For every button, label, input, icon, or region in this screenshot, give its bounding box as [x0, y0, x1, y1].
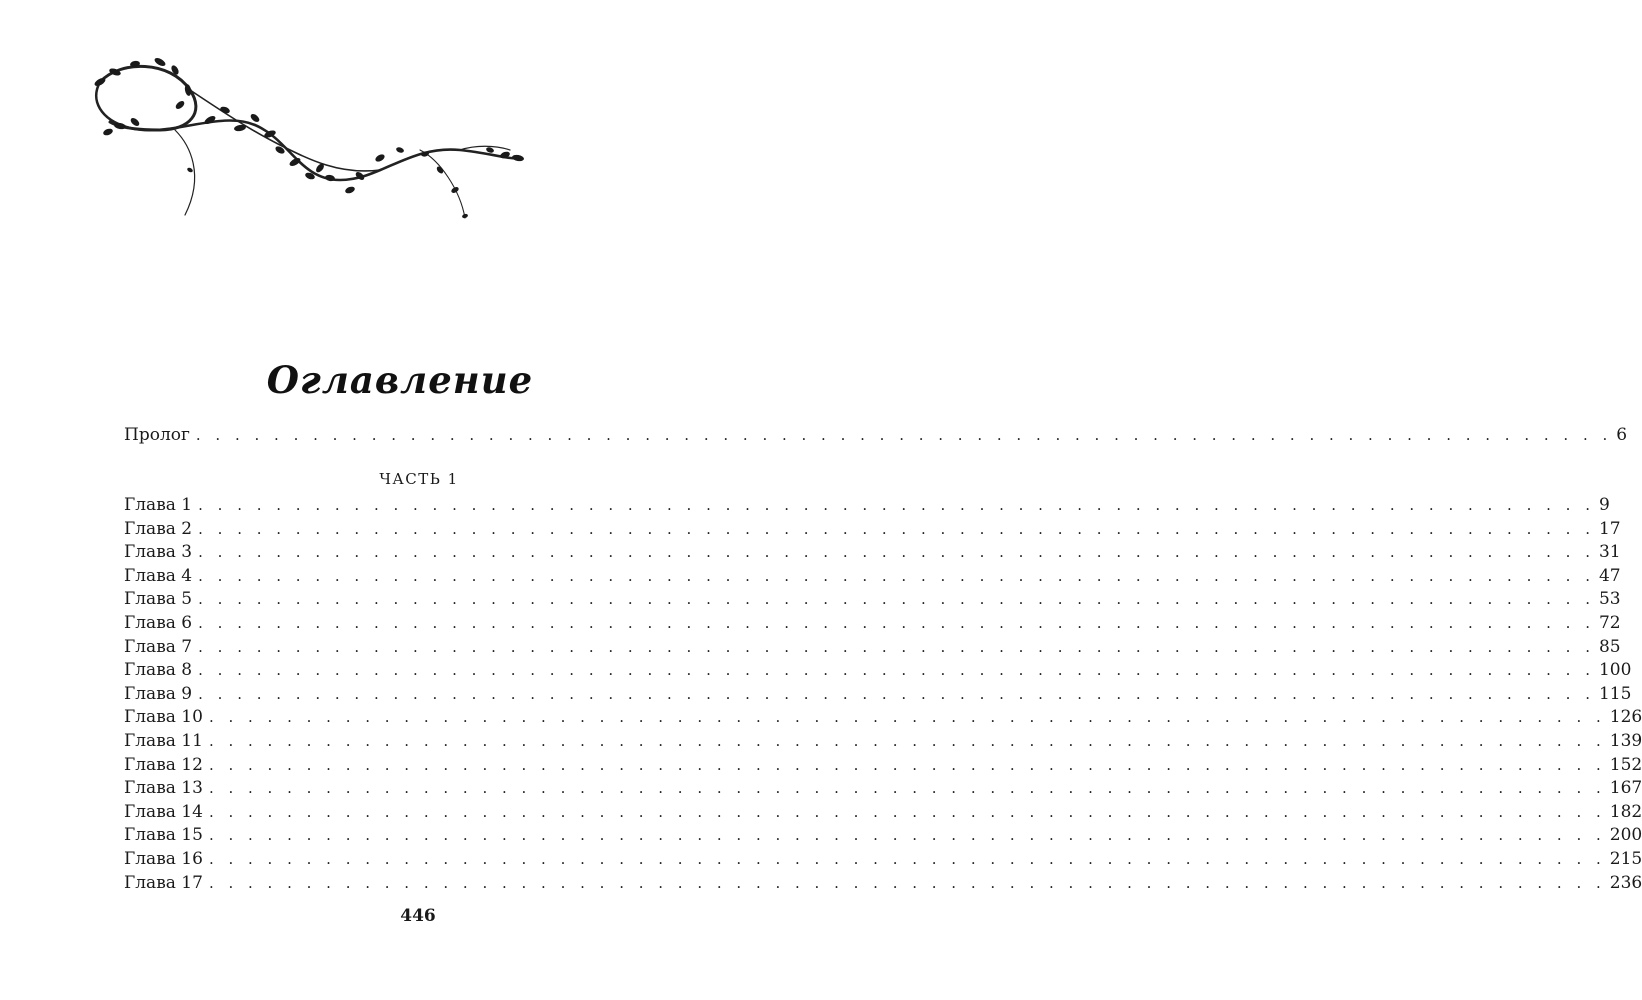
toc-entry[interactable]	[124, 636, 1621, 660]
toc-entry-page: 115	[1598, 683, 1632, 704]
dot-leader: . . . . . . . . . . . . . . . . . . . . . . . . . . . . . . . . . . . . . . . . . . . . . . . . . . . . . . . . . . . . . . . . . . . . . . . .	[198, 637, 1595, 656]
toc-entry[interactable]	[124, 683, 1632, 707]
toc-entry-page: 236	[1609, 872, 1642, 893]
toc-entry[interactable]	[124, 494, 1610, 518]
floral-vine-icon	[80, 50, 540, 230]
dot-leader: . . . . . . . . . . . . . . . . . . . . . . . . . . . . . . . . . . . . . . . . . . . . . . . . . . . . . . . . . . . . . . . . . . . . . . . .	[198, 496, 1595, 514]
toc-entry[interactable]	[124, 848, 1642, 872]
toc-entry-label: Глава 3	[124, 542, 193, 563]
toc-entry[interactable]	[124, 565, 1621, 589]
dot-leader: . . . . . . . . . . . . . . . . . . . . . . . . . . . . . . . . . . . . . . . . . . . . . . . . . . . . . . . . . . . . . . . . . . . . . . . .	[208, 849, 1606, 868]
toc-entry[interactable]	[124, 801, 1642, 825]
dot-leader: . . . . . . . . . . . . . . . . . . . . . . . . . . . . . . . . . . . . . . . . . . . . . . . . . . . . . . . . . . . . . . . . . . . . . . . .	[198, 684, 1595, 703]
toc-entry-label: Глава 7	[124, 636, 193, 657]
toc-entry-page: 167	[1609, 778, 1642, 799]
toc-entry[interactable]	[124, 612, 1621, 636]
toc-entry[interactable]	[124, 777, 1642, 801]
toc-entry[interactable]	[124, 872, 1642, 896]
toc-entry-page: 85	[1598, 636, 1621, 657]
toc-entry-page: 200	[1609, 825, 1642, 846]
toc-entry-label: Глава 16	[124, 848, 203, 869]
toc-chapter-list	[124, 494, 1642, 895]
dot-leader: . . . . . . . . . . . . . . . . . . . . . . . . . . . . . . . . . . . . . . . . . . . . . . . . . . . . . . . . . . . . . . . . . . . . . . . .	[208, 873, 1606, 892]
toc-entry-page: 152	[1609, 754, 1642, 775]
dot-leader: . . . . . . . . . . . . . . . . . . . . . . . . . . . . . . . . . . . . . . . . . . . . . . . . . . . . . . . . . . . . . . . . . . . . . . . .	[208, 779, 1606, 798]
toc-entry[interactable]	[124, 588, 1621, 612]
part-heading: ЧАСТЬ 1	[379, 470, 459, 488]
dot-leader: . . . . . . . . . . . . . . . . . . . . . . . . . . . . . . . . . . . . . . . . . . . . . . . . . . . . . . . . . . . . . . . . . . . . . . . .	[198, 613, 1595, 632]
toc-entry-page: 215	[1609, 848, 1642, 869]
toc-entry[interactable]	[124, 518, 1621, 542]
toc-entry-page: 72	[1598, 612, 1621, 633]
toc-entry[interactable]	[124, 706, 1642, 730]
dot-leader: . . . . . . . . . . . . . . . . . . . . . . . . . . . . . . . . . . . . . . . . . . . . . . . . . . . . . . . . . . . . . . . . . . . . . . . .	[208, 802, 1606, 821]
toc-entry-label: Глава 13	[124, 778, 203, 799]
toc-entry-label: Глава 9	[124, 683, 193, 704]
toc-entry[interactable]	[124, 424, 1628, 448]
dot-leader: . . . . . . . . . . . . . . . . . . . . . . . . . . . . . . . . . . . . . . . . . . . . . . . . . . . . . . . . . . . . . . . . . . . . . . . .	[208, 755, 1606, 774]
toc-entry-page: 126	[1609, 707, 1642, 728]
page-title: Оглавление	[266, 358, 534, 402]
dot-leader: . . . . . . . . . . . . . . . . . . . . . . . . . . . . . . . . . . . . . . . . . . . . . . . . . . . . . . . . . . . . . . . . . . . . . . . .	[198, 543, 1595, 562]
toc-entry[interactable]	[124, 541, 1621, 565]
toc-entry-page: 6	[1616, 425, 1628, 445]
toc-entry-label: Пролог	[124, 425, 190, 445]
dot-leader: . . . . . . . . . . . . . . . . . . . . . . . . . . . . . . . . . . . . . . . . . . . . . . . . . . . . . . . . . . . . . . . . . . . . . . . .	[208, 826, 1606, 845]
dot-leader: . . . . . . . . . . . . . . . . . . . . . . . . . . . . . . . . . . . . . . . . . . . . . . . . . . . . . . . . . . . . . . . . . . . . . . . .	[198, 519, 1595, 538]
toc-entry-label: Глава 15	[124, 825, 203, 846]
toc-entry[interactable]	[124, 754, 1642, 778]
dot-leader: . . . . . . . . . . . . . . . . . . . . . . . . . . . . . . . . . . . . . . . . . . . . . . . . . . . . . . . . . . . . . . . . . . . . . . . .	[198, 590, 1595, 609]
toc-entry-label: Глава 8	[124, 660, 193, 681]
toc-entry-label: Глава 4	[124, 565, 193, 586]
toc-entry-label: Глава 2	[124, 518, 193, 539]
toc-entry[interactable]	[124, 659, 1632, 683]
toc-entry-page: 47	[1598, 565, 1621, 586]
dot-leader: . . . . . . . . . . . . . . . . . . . . . . . . . . . . . . . . . . . . . . . . . . . . . . . . . . . . . . . . . . . . . . . . . . . . . . . .	[208, 708, 1606, 727]
toc-entry-page: 53	[1598, 589, 1621, 610]
toc-entry-label: Глава 12	[124, 754, 203, 775]
toc-entry-label: Глава 11	[124, 730, 203, 751]
toc-entry-label: Глава 10	[124, 707, 203, 728]
toc-entry[interactable]	[124, 824, 1642, 848]
dot-leader: . . . . . . . . . . . . . . . . . . . . . . . . . . . . . . . . . . . . . . . . . . . . . . . . . . . . . . . . . . . . . . . . . . . . . . . .	[198, 661, 1595, 680]
dot-leader: . . . . . . . . . . . . . . . . . . . . . . . . . . . . . . . . . . . . . . . . . . . . . . . . . . . . . . . . . . . . . . . . . . . . . . . .	[198, 566, 1595, 585]
dot-leader: . . . . . . . . . . . . . . . . . . . . . . . . . . . . . . . . . . . . . . . . . . . . . . . . . . . . . . . . . . . . . . . . . . . . . . . .	[208, 731, 1606, 750]
dot-leader: . . . . . . . . . . . . . . . . . . . . . . . . . . . . . . . . . . . . . . . . . . . . . . . . . . . . . . . . . . . . . . . . . . . . . . . . .	[195, 426, 1613, 444]
toc-entry-page: 182	[1609, 801, 1642, 822]
toc-entry-page: 31	[1598, 542, 1621, 563]
toc-entry-page: 139	[1609, 730, 1642, 751]
toc-entry-page: 17	[1598, 518, 1621, 539]
toc-entry-label: Глава 14	[124, 801, 203, 822]
page-number: 446	[400, 906, 436, 926]
toc-entry[interactable]	[124, 730, 1642, 754]
toc-entry-label: Глава 6	[124, 612, 193, 633]
toc-entry-page: 100	[1598, 660, 1632, 681]
toc-entry-label: Глава 1	[124, 495, 193, 515]
toc-entry-page: 9	[1598, 495, 1610, 515]
toc-prologue	[124, 424, 1628, 448]
toc-entry-label: Глава 5	[124, 589, 193, 610]
toc-entry-label: Глава 17	[124, 872, 203, 893]
